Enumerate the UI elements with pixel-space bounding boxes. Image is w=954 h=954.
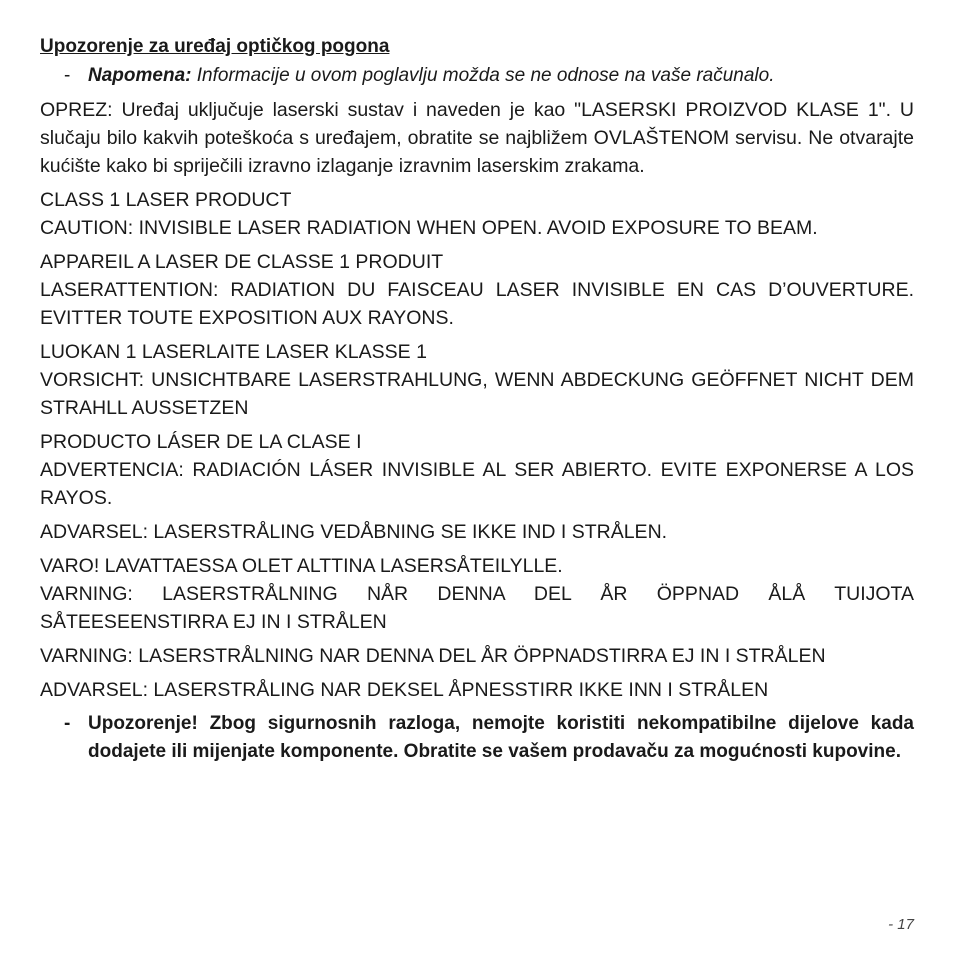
note-dash: - xyxy=(64,65,71,86)
paragraph-english xyxy=(40,186,914,242)
paragraph-oprez xyxy=(40,96,914,180)
warning xyxy=(40,710,914,766)
paragraph-french xyxy=(40,248,914,332)
warning-text: Upozorenje! Zbog sigurnosnih razloga, nemojte koristiti nekompatibilne dijelove kada dodajete ili mijenjate komponente. Obratite se vašem prodavaču za mogućnosti kupovine. xyxy=(88,713,914,762)
paragraph-line: LASERATTENTION: RADIATION DU FAISCEAU LASER INVISIBLE EN CAS D’OUVERTURE. EVITTER TOUTE EXPOSITION AUX RAYONS. xyxy=(40,279,914,329)
paragraph-finnish-swedish xyxy=(40,552,914,636)
note-text: Informacije u ovom poglavlju možda se ne odnose na vaše računalo. xyxy=(191,65,775,86)
paragraph-norwegian xyxy=(40,676,914,704)
paragraph-line: CLASS 1 LASER PRODUCT xyxy=(40,189,292,211)
note-body xyxy=(64,63,914,89)
paragraph-line: ADVARSEL: LASERSTRÅLING VEDÅBNING SE IKKE IND I STRÅLEN. xyxy=(40,521,668,543)
paragraph-line: ADVERTENCIA: RADIACIÓN LÁSER INVISIBLE AL SER ABIERTO. EVITE EXPONERSE A LOS RAYOS. xyxy=(40,459,914,509)
note xyxy=(40,63,914,89)
note-label: Napomena: xyxy=(88,65,192,86)
paragraph-german xyxy=(40,338,914,422)
paragraph-spanish xyxy=(40,428,914,512)
paragraph-line: CAUTION: INVISIBLE LASER RADIATION WHEN OPEN. AVOID EXPOSURE TO BEAM. xyxy=(40,217,818,239)
paragraph-line: VARO! LAVATTAESSA OLET ALTTINA LASERSÅTEILYLLE. xyxy=(40,555,563,577)
section-heading: Upozorenje za uređaj optičkog pogona xyxy=(40,36,390,57)
paragraph-line: PRODUCTO LÁSER DE LA CLASE I xyxy=(40,431,362,453)
paragraph-line: OPREZ: Uređaj uključuje laserski sustav i naveden je kao "LASERSKI PROIZVOD KLASE 1". U slučaju bilo kakvih poteškoća s uređajem, obratite se najbližem OVLAŠTENOM servisu. Ne otvarajte kućište kako bi spriječili izravno izlaganje izravnim laserskim zrakama. xyxy=(40,99,914,177)
paragraph-swedish xyxy=(40,642,914,670)
paragraph-line: VARNING: LASERSTRÅLNING NAR DENNA DEL ÅR ÖPPNADSTIRRA EJ IN I STRÅLEN xyxy=(40,645,826,667)
warning-dash: - xyxy=(64,713,71,734)
paragraph-line: VARNING: LASERSTRÅLNING NÅR DENNA DEL ÅR ÖPPNAD ÅLÅ TUIJOTA SÅTEESEENSTIRRA EJ IN I STRÅLEN xyxy=(40,583,914,633)
paragraph-line: APPAREIL A LASER DE CLASSE 1 PRODUIT xyxy=(40,251,444,273)
paragraph-danish xyxy=(40,518,914,546)
page-number: - 17 xyxy=(888,916,914,933)
paragraph-line: VORSICHT: UNSICHTBARE LASERSTRAHLUNG, WENN ABDECKUNG GEÖFFNET NICHT DEM STRAHLL AUSSETZEN xyxy=(40,369,914,419)
paragraph-line: ADVARSEL: LASERSTRÅLING NAR DEKSEL ÅPNESSTIRR IKKE INN I STRÅLEN xyxy=(40,679,769,701)
paragraph-line: LUOKAN 1 LASERLAITE LASER KLASSE 1 xyxy=(40,341,427,363)
document-page xyxy=(40,34,914,766)
